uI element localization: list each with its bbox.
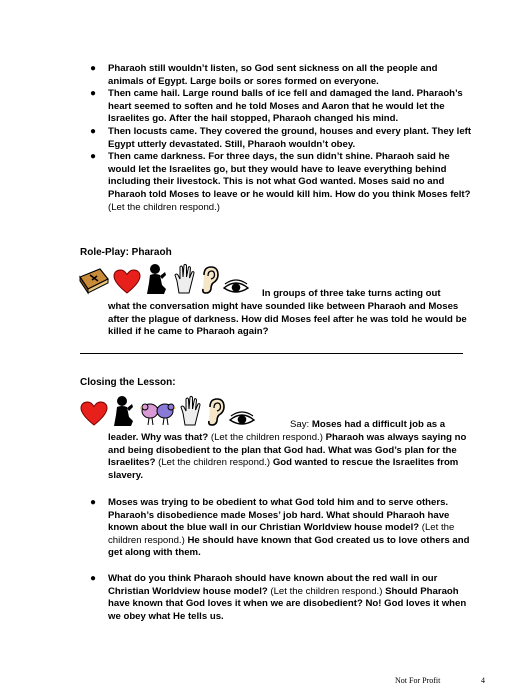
closing-first-line: Say: Moses had a difficult job as a [290, 419, 446, 430]
closing-bullet-list [90, 497, 474, 623]
bullet-text: Then came darkness. For three days, the sun didn’t shine. Pharaoh said he would let the Israelites go, but they would have to leave everything behind including their livestock. This is not what God wanted. Moses said no and Pharaoh told Moses to leave or he would kill him. How do you think Moses felt? (Let the children respond.) [108, 151, 471, 213]
bullet-dot: ● [90, 151, 97, 163]
bullet-text: Pharaoh still wouldn’t listen, so God sent sickness on all the people and animals of Egypt. Large boils or sores formed on everyone. [108, 63, 438, 87]
heart-icon [113, 269, 141, 295]
roleplay-instructions: what the conversation might have sounded like between Pharaoh and Moses after the plague of darkness. How did Moses feel after he was told he would be killed if he came to Pharaoh again? [108, 301, 467, 338]
praying-child-icon [111, 395, 137, 427]
list-item [90, 88, 474, 126]
heart-icon [80, 401, 108, 427]
bible-icon [78, 263, 110, 295]
bullet-text: What do you think Pharaoh should have known about the red wall in our Christian Worldview house model? (Let the children respond.) Should Pharaoh have known that God loves it when we are disobedient? No! God loves it when we obey what He tells us. [108, 572, 467, 622]
list-item [90, 497, 474, 560]
page-number: 4 [481, 676, 485, 685]
hand-icon [179, 395, 203, 427]
closing-icons [80, 395, 258, 427]
roleplay-icons [78, 263, 252, 295]
ear-icon [206, 397, 226, 427]
list-item [90, 63, 474, 88]
roleplay-first-line: In groups of three take turns acting out [262, 288, 441, 299]
hand-icon [173, 263, 197, 295]
bullet-dot: ● [90, 572, 97, 584]
list-item [90, 572, 474, 623]
section-divider [80, 353, 463, 354]
bullet-text: Moses was trying to be obedient to what God told him and to serve others. Pharaoh’s disobedience made Moses’ job hard. What should Pharaoh have known about the blue wall in our Christian Worldview house model? (Let the children respond.) He should have known that God created us to love others and get along with them. [108, 497, 470, 559]
roleplay-heading: Role-Play: Pharaoh [80, 247, 172, 258]
ear-icon [200, 265, 220, 295]
closing-heading: Closing the Lesson: [80, 377, 176, 388]
list-item [90, 151, 474, 214]
bullet-dot: ● [90, 497, 97, 508]
list-item [90, 125, 474, 151]
bullet-dot: ● [90, 88, 97, 100]
closing-paragraph: leader. Why was that? (Let the children respond.) Pharaoh was always saying no and being disobedient to the plan that God had. What was God’s plan for the Israelites? (Let the children respond.) God wanted to rescue the Israelites from slavery. [108, 432, 467, 481]
bullet-text: Then locusts came. They covered the ground, houses and every plant. They left Egypt utterly devastated. Still, Pharaoh wouldn’t obey. [108, 125, 472, 150]
bullet-dot: ● [90, 125, 97, 137]
birds-icon [140, 397, 176, 427]
bullet-dot: ● [90, 63, 97, 74]
praying-child-icon [144, 263, 170, 295]
plague-bullet-list [90, 63, 474, 214]
eye-icon [229, 411, 255, 427]
bullet-text: Then came hail. Large round balls of ice fell and damaged the land. Pharaoh’s heart seemed to soften and he told Moses and Aaron that he would let the Israelites go. After the hail stopped, Pharaoh changed his mind. [108, 88, 463, 125]
eye-icon [223, 279, 249, 295]
footer-label: Not For Profit [395, 676, 441, 685]
